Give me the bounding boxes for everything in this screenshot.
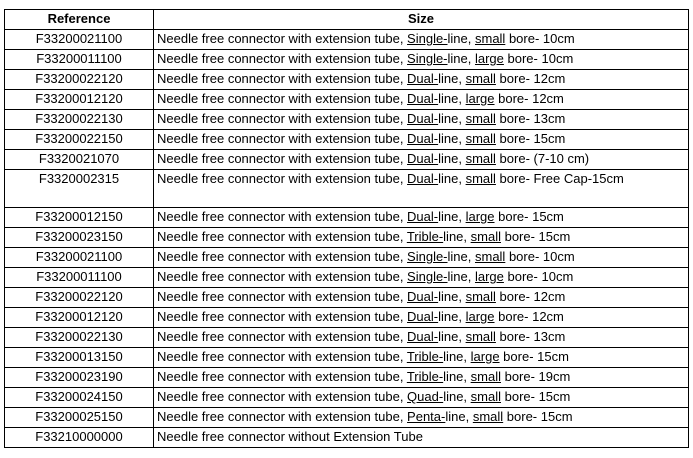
size-cell [154,368,689,388]
line-suffix-text: line, [447,249,475,264]
line-suffix-text: line, [447,31,475,46]
bore-suffix-text: bore- 15cm [503,409,573,424]
line-type-text: Trible- [406,349,444,364]
line-type-text: Quad- [407,389,444,404]
bore-suffix-text: bore- 15cm [495,131,566,146]
size-prefix-text: Needle free connector with extension tube, [157,31,408,46]
reference-cell: F33200022130 [5,110,154,130]
bore-suffix-text: bore- 12cm [495,289,566,304]
size-cell [154,110,689,130]
line-type-text: Trible- [406,229,444,244]
size-cell [154,150,689,170]
line-type-text: Single- [407,249,448,264]
line-type-text: Dual- [407,111,439,126]
size-prefix-text: Needle free connector with extension tube, [157,249,408,264]
bore-type-text: large [465,91,495,106]
table-row [5,288,689,308]
table-row [5,50,689,70]
line-suffix-text: line, [443,349,471,364]
bore-suffix-text: bore- 12cm [495,71,566,86]
size-cell [154,408,689,428]
reference-cell: F33200023150 [5,228,154,248]
bore-type-text: small [465,151,496,166]
bore-suffix-text: bore- 13cm [495,329,566,344]
line-suffix-text: line, [447,269,475,284]
line-suffix-text: line, [443,389,471,404]
size-cell [154,328,689,348]
table-body [5,30,689,448]
bore-suffix-text: bore- 15cm [500,229,571,244]
line-type-text: Dual- [407,289,439,304]
reference-cell: F33200024150 [5,388,154,408]
line-type-text: Dual- [407,171,439,186]
bore-type-text: small [470,369,501,384]
bore-suffix-text: bore- 19cm [500,369,571,384]
table-row [5,248,689,268]
size-cell [154,208,689,228]
table-row [5,208,689,228]
bore-type-text: large [474,269,504,284]
table-header-row [5,10,689,30]
reference-cell: F33200021100 [5,30,154,50]
bore-type-text: small [470,229,501,244]
size-cell [154,348,689,368]
reference-cell: F33200013150 [5,348,154,368]
line-suffix-text: line, [438,111,466,126]
size-prefix-text: Needle free connector with extension tube, [157,269,408,284]
bore-type-text: small [465,111,496,126]
bore-type-text: large [470,349,500,364]
table-row [5,110,689,130]
reference-cell: F3320021070 [5,150,154,170]
table-row [5,70,689,90]
bore-suffix-text: bore- 10cm [505,249,575,264]
size-cell [154,288,689,308]
bore-suffix-text: bore- 15cm [494,209,564,224]
reference-cell: F33200022150 [5,130,154,150]
table-row [5,30,689,50]
bore-suffix-text: bore- (7-10 cm) [495,151,590,166]
reference-cell: F3320002315 [5,170,154,208]
table-row [5,348,689,368]
size-prefix-text: Needle free connector with extension tube, [157,209,408,224]
bore-suffix-text: bore- 12cm [494,309,564,324]
table-row [5,130,689,150]
bore-type-text: small [472,409,504,424]
table-row [5,368,689,388]
size-prefix-text: Needle free connector with extension tube, [157,71,408,86]
size-cell [154,30,689,50]
line-suffix-text: line, [438,289,466,304]
bore-suffix-text: bore- 12cm [494,91,564,106]
reference-cell: F33200022130 [5,328,154,348]
table-row [5,90,689,110]
table-row [5,328,689,348]
table-row [5,268,689,288]
bore-type-text: large [465,209,495,224]
line-type-text: Dual- [407,71,439,86]
line-suffix-text: line, [438,171,466,186]
line-type-text: Dual- [407,131,439,146]
size-cell [154,248,689,268]
bore-type-text: large [474,51,504,66]
reference-cell: F33200021100 [5,248,154,268]
size-cell [154,50,689,70]
size-cell [154,90,689,110]
line-suffix-text: line, [438,209,466,224]
bore-suffix-text: bore- 13cm [495,111,566,126]
reference-cell: F33200012150 [5,208,154,228]
reference-cell: F33200012120 [5,308,154,328]
line-type-text: Single- [407,269,448,284]
line-type-text: Dual- [407,91,439,106]
size-cell [154,388,689,408]
bore-type-text: small [465,329,496,344]
line-type-text: Penta- [407,409,446,424]
table-row [5,170,689,208]
bore-type-text: small [470,389,501,404]
size-prefix-text: Needle free connector with extension tube, [157,111,408,126]
bore-suffix-text: bore- 15cm [499,349,569,364]
header-reference: Reference [5,10,154,30]
table-row [5,428,689,448]
line-type-text: Dual- [407,151,439,166]
bore-type-text: small [465,289,496,304]
table-row [5,150,689,170]
line-type-text: Single- [407,51,448,66]
table-row [5,408,689,428]
reference-cell: F33200011100 [5,268,154,288]
bore-suffix-text: bore- Free Cap-15cm [495,171,624,186]
size-prefix-text: Needle free connector with extension tube, [157,151,408,166]
bore-suffix-text: bore- 10cm [505,31,575,46]
line-type-text: Single- [407,31,448,46]
line-type-text: Trible- [406,369,444,384]
bore-type-text: small [465,71,496,86]
line-suffix-text: line, [438,91,466,106]
bore-type-text: small [474,249,506,264]
line-suffix-text: line, [443,229,471,244]
line-suffix-text: line, [438,329,466,344]
size-prefix-text: Needle free connector with extension tube, [157,229,407,244]
size-prefix-text: Needle free connector with extension tube, [157,409,408,424]
size-cell [154,268,689,288]
size-cell [154,428,689,448]
line-suffix-text: line, [445,409,473,424]
line-suffix-text: line, [443,369,471,384]
line-suffix-text: line, [438,131,466,146]
size-cell [154,130,689,150]
line-type-text: Dual- [407,209,439,224]
reference-cell: F33200023190 [5,368,154,388]
bore-suffix-text: bore- 15cm [501,389,571,404]
product-table-container [4,9,688,448]
size-prefix-text: Needle free connector with extension tube, [157,389,408,404]
size-cell [154,70,689,90]
line-suffix-text: line, [438,151,466,166]
size-prefix-text: Needle free connector with extension tube, [157,349,407,364]
line-type-text: Dual- [407,309,439,324]
line-suffix-text: line, [438,309,466,324]
table-row [5,308,689,328]
product-table [4,9,689,448]
bore-suffix-text: bore- 10cm [503,51,574,66]
size-cell [154,170,689,208]
size-prefix-text: Needle free connector with extension tube, [157,309,408,324]
size-prefix-text: Needle free connector with extension tube, [157,171,408,186]
size-prefix-text: Needle free connector without Extension Tube [157,429,423,444]
size-cell [154,228,689,248]
table-row [5,388,689,408]
size-prefix-text: Needle free connector with extension tube, [157,131,408,146]
size-cell [154,308,689,328]
reference-cell: F33200025150 [5,408,154,428]
reference-cell: F33200011100 [5,50,154,70]
line-suffix-text: line, [447,51,475,66]
size-prefix-text: Needle free connector with extension tube, [157,329,408,344]
size-prefix-text: Needle free connector with extension tube, [157,51,408,66]
bore-type-text: large [465,309,495,324]
reference-cell: F33200022120 [5,288,154,308]
size-prefix-text: Needle free connector with extension tube, [157,369,407,384]
size-prefix-text: Needle free connector with extension tube, [157,91,408,106]
bore-type-text: small [465,131,496,146]
bore-suffix-text: bore- 10cm [503,269,574,284]
bore-type-text: small [474,31,506,46]
size-prefix-text: Needle free connector with extension tube, [157,289,408,304]
reference-cell: F33210000000 [5,428,154,448]
header-size: Size [154,10,689,30]
line-suffix-text: line, [438,71,466,86]
bore-type-text: small [465,171,496,186]
line-type-text: Dual- [407,329,439,344]
table-row [5,228,689,248]
reference-cell: F33200012120 [5,90,154,110]
reference-cell: F33200022120 [5,70,154,90]
